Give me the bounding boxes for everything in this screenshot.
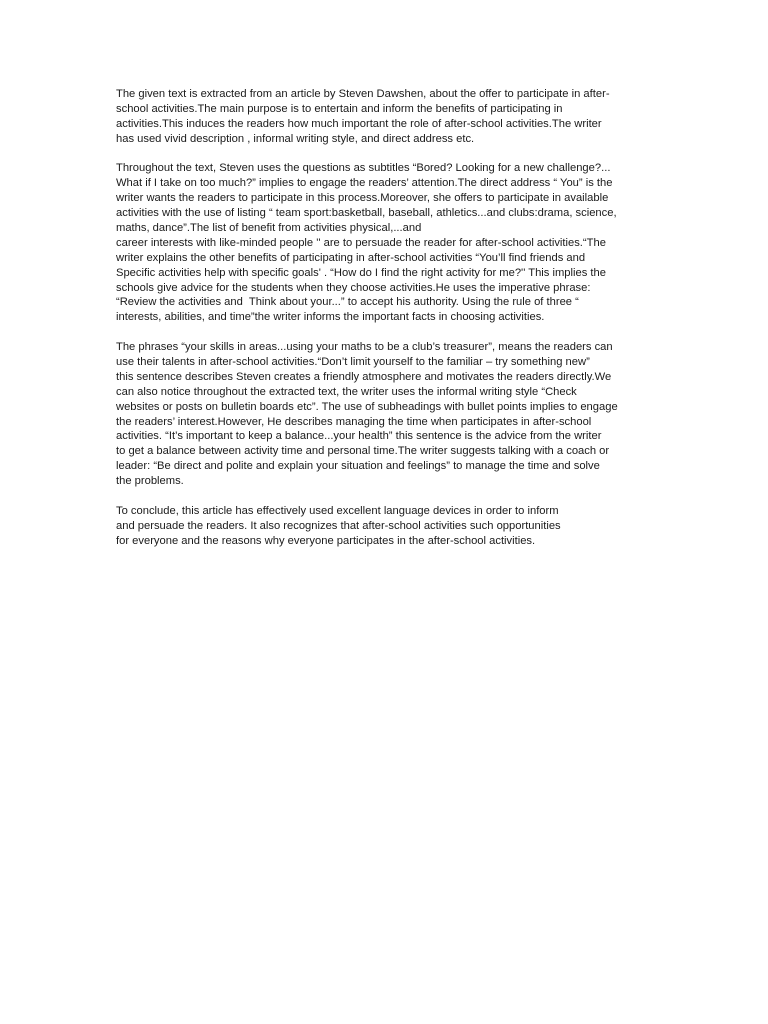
text-line: Specific activities help with specific goals' . “How do I find the right activity for me?'' This implies the bbox=[116, 266, 606, 279]
paragraph-gap bbox=[116, 325, 656, 340]
paragraph-4 bbox=[116, 504, 656, 549]
text-line: Throughout the text, Steven uses the questions as subtitles “Bored? Looking for a new challenge?... bbox=[116, 162, 611, 175]
text-line: can also notice throughout the extracted text, the writer uses the informal writing style “Check bbox=[116, 385, 577, 398]
text-line: activities. “It’s important to keep a balance...your health” this sentence is the advice from the writer bbox=[116, 430, 602, 443]
text-line: school activities.The main purpose is to entertain and inform the benefits of participating in bbox=[116, 102, 563, 115]
text-line: this sentence describes Steven creates a friendly atmosphere and motivates the readers directly.We bbox=[116, 370, 612, 383]
text-line: websites or posts on bulletin boards etc”. The use of subheadings with bullet points implies to engage bbox=[116, 400, 618, 413]
paragraph-1 bbox=[116, 87, 656, 147]
text-line: leader: “Be direct and polite and explain your situation and feelings” to manage the time and solve bbox=[116, 460, 600, 473]
text-line: interests, abilities, and time”the writer informs the important facts in choosing activities. bbox=[116, 311, 545, 324]
paragraph-2 bbox=[116, 161, 656, 325]
paragraph-3 bbox=[116, 340, 656, 489]
text-line: writer wants the readers to participate in this process.Moreover, she offers to participate in available bbox=[116, 192, 609, 205]
text-line: for everyone and the reasons why everyone participates in the after-school activities. bbox=[116, 534, 536, 547]
text-line: career interests with like-minded people '' are to persuade the reader for after-school activities.“The bbox=[116, 236, 606, 249]
text-line: has used vivid description , informal writing style, and direct address etc. bbox=[116, 132, 475, 145]
text-line: to get a balance between activity time and personal time.The writer suggests talking with a coach or bbox=[116, 445, 610, 458]
text-line: What if I take on too much?” implies to engage the readers’ attention.The direct address “ You” is the bbox=[116, 177, 613, 190]
text-line: and persuade the readers. It also recognizes that after-school activities such opportunities bbox=[116, 519, 561, 532]
text-line: “Review the activities and Think about your...” to accept his authority. Using the rule of three “ bbox=[116, 296, 579, 309]
text-line: the readers’ interest.However, He describes managing the time when participates in after-school bbox=[116, 415, 592, 428]
text-line: writer explains the other benefits of participating in after-school activities “You’ll find friends and bbox=[116, 251, 586, 264]
text-line: maths, dance”.The list of benefit from activities physical,...and bbox=[116, 222, 422, 235]
document-body bbox=[116, 87, 656, 549]
text-line: the problems. bbox=[116, 475, 184, 488]
text-line: The given text is extracted from an article by Steven Dawshen, about the offer to participate in after- bbox=[116, 88, 610, 100]
paragraph-gap bbox=[116, 489, 656, 504]
paragraph-gap bbox=[116, 147, 656, 162]
text-line: schools give advice for the students when they choose activities.He uses the imperative phrase: bbox=[116, 281, 591, 294]
text-line: The phrases “your skills in areas...using your maths to be a club’s treasurer”, means the readers can bbox=[116, 341, 613, 354]
text-line: activities with the use of listing “ team sport:basketball, baseball, athletics...and clubs:drama, science, bbox=[116, 207, 617, 220]
text-line: use their talents in after-school activities.“Don’t limit yourself to the familiar – try something new” bbox=[116, 356, 590, 369]
text-line: To conclude, this article has effectively used excellent language devices in order to inform bbox=[116, 504, 559, 517]
text-line: activities.This induces the readers how much important the role of after-school activities.The writer bbox=[116, 117, 602, 130]
